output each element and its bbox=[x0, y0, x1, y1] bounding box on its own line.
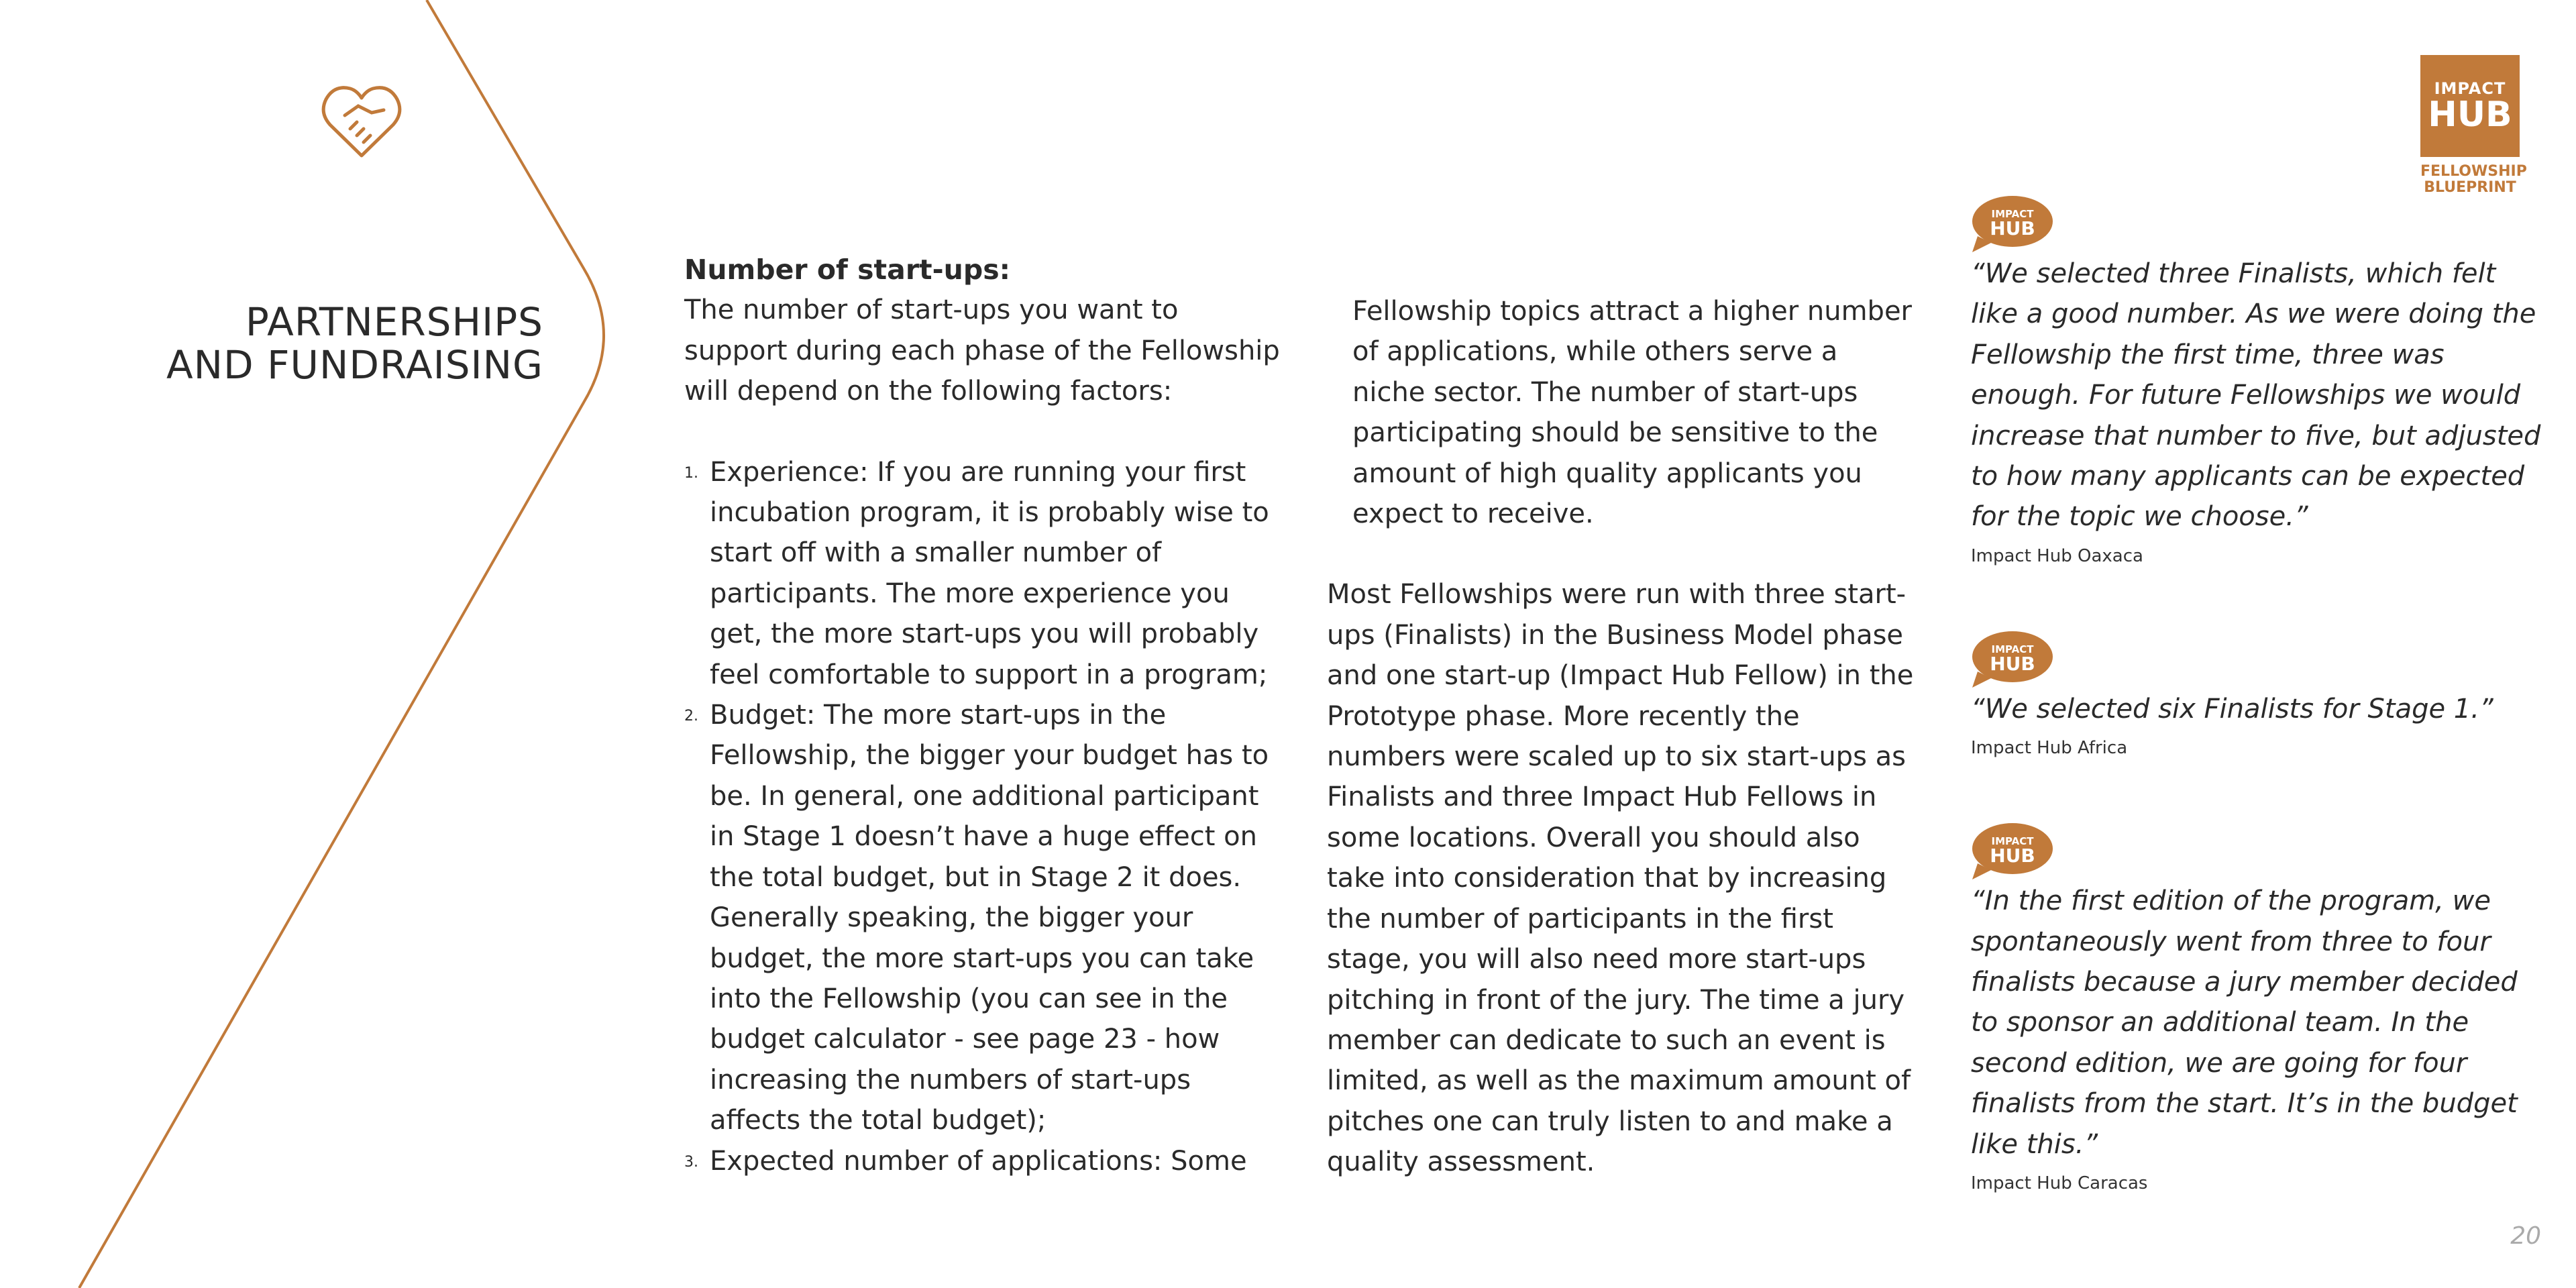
main-column-2 bbox=[1327, 291, 1917, 1183]
svg-text:HUB: HUB bbox=[1990, 845, 2035, 867]
quote-source: Impact Hub Caracas bbox=[1971, 1173, 2148, 1194]
quote-text: “We selected three Finalists, which felt like a good number. As we were doing the Fellowship the first time, three was enough. For future Fellowships we would increase that number to five, but adjusted to how many applicants can be expected for the topic we choose.” bbox=[1971, 258, 2541, 533]
list-number: 2. bbox=[684, 708, 698, 725]
quote-text: “In the first edition of the program, we spontaneously went from three to four finalists because a jury member decided to sponsor an additional team. In the second edition, we are going for four finalists from the start. It’s in the budget like this.” bbox=[1971, 885, 2518, 1160]
svg-text:HUB: HUB bbox=[1990, 652, 2035, 675]
section-title bbox=[74, 301, 543, 386]
factors-list bbox=[684, 452, 1288, 1181]
body-paragraph: Most Fellowships were run with three start-ups (Finalists) in the Business Model phase and one start-up (Impact Hub Fellow) in the Prototype phase. More recently the numbers were scaled up to six start-ups as Finalists and three Impact Hub Fellows in some locations. Overall you should also take into consideration that by increasing the number of participants in the first stage, you will also need more start-ups pitching in front of the jury. The time a jury member can dedicate to such an event is limited, as well as the maximum amount of pitches one can truly listen to and make a quality assessment. bbox=[1327, 579, 1914, 1178]
brand-subtitle bbox=[2420, 163, 2527, 196]
list-number: 1. bbox=[684, 464, 698, 482]
brand-sub2: BLUEPRINT bbox=[2424, 179, 2516, 196]
brand-line2: HUB bbox=[2428, 95, 2512, 135]
list-item bbox=[684, 452, 1288, 695]
list-continuation: Fellowship topics attract a higher number of applications, while others serve a niche sector. The number of start-ups participating should be sensitive to the amount of high quality applicants you expect to receive. bbox=[1352, 296, 1913, 530]
list-number: 3. bbox=[684, 1153, 698, 1171]
page-number: 20 bbox=[2510, 1222, 2541, 1250]
svg-text:IMPACT: IMPACT bbox=[1991, 835, 2034, 848]
list-item bbox=[684, 1141, 1288, 1181]
main-column-1 bbox=[684, 250, 1288, 1181]
quote-caracas bbox=[1971, 822, 2548, 1197]
handshake-heart-icon bbox=[318, 80, 405, 161]
impact-hub-bubble-icon bbox=[1971, 195, 2054, 254]
impact-hub-fellowship-logo bbox=[2420, 55, 2527, 196]
start-ups-heading: Number of start-ups: bbox=[684, 254, 1010, 286]
intro-paragraph: The number of start-ups you want to support during each phase of the Fellowship will depend on the following factors: bbox=[684, 294, 1280, 407]
quote-oaxaca bbox=[1971, 195, 2548, 570]
impact-hub-bubble-icon bbox=[1971, 822, 2054, 881]
quote-africa bbox=[1971, 630, 2548, 761]
impact-hub-bubble-icon bbox=[1971, 630, 2054, 689]
section-title-line1: PARTNERSHIPS bbox=[245, 299, 543, 345]
list-item-text: Budget: The more start-ups in the Fellowship, the bigger your budget has to be. In general, one additional participant in Stage 1 doesn’t have a huge effect on the total budget, but in Stage 2 it does. Generally speaking, the bigger your budget, the more start-ups you can take into the Fellowship (you can see in the budget calculator - see page 23 - how increasing the numbers of start-ups affects the total budget); bbox=[710, 700, 1269, 1136]
quote-source: Impact Hub Africa bbox=[1971, 738, 2128, 759]
brand-line1: IMPACT bbox=[2434, 79, 2506, 98]
section-title-line2: AND FUNDRAISING bbox=[166, 342, 543, 388]
svg-text:IMPACT: IMPACT bbox=[1991, 643, 2034, 655]
brand-box bbox=[2420, 55, 2520, 157]
quotes-column bbox=[1971, 195, 2548, 1197]
brand-sub1: FELLOWSHIP bbox=[2420, 163, 2527, 180]
quote-text: “We selected six Finalists for Stage 1.” bbox=[1971, 693, 2493, 724]
quote-source: Impact Hub Oaxaca bbox=[1971, 545, 2143, 566]
list-item bbox=[684, 695, 1288, 1140]
list-item-text: Expected number of applications: Some bbox=[710, 1145, 1247, 1177]
svg-text:IMPACT: IMPACT bbox=[1991, 208, 2034, 220]
list-item-text: Experience: If you are running your first incubation program, it is probably wise to start off with a smaller number of participants. The more experience you get, the more start-ups you will probably feel comfortable to support in a program; bbox=[710, 456, 1269, 690]
svg-text:HUB: HUB bbox=[1990, 217, 2035, 239]
